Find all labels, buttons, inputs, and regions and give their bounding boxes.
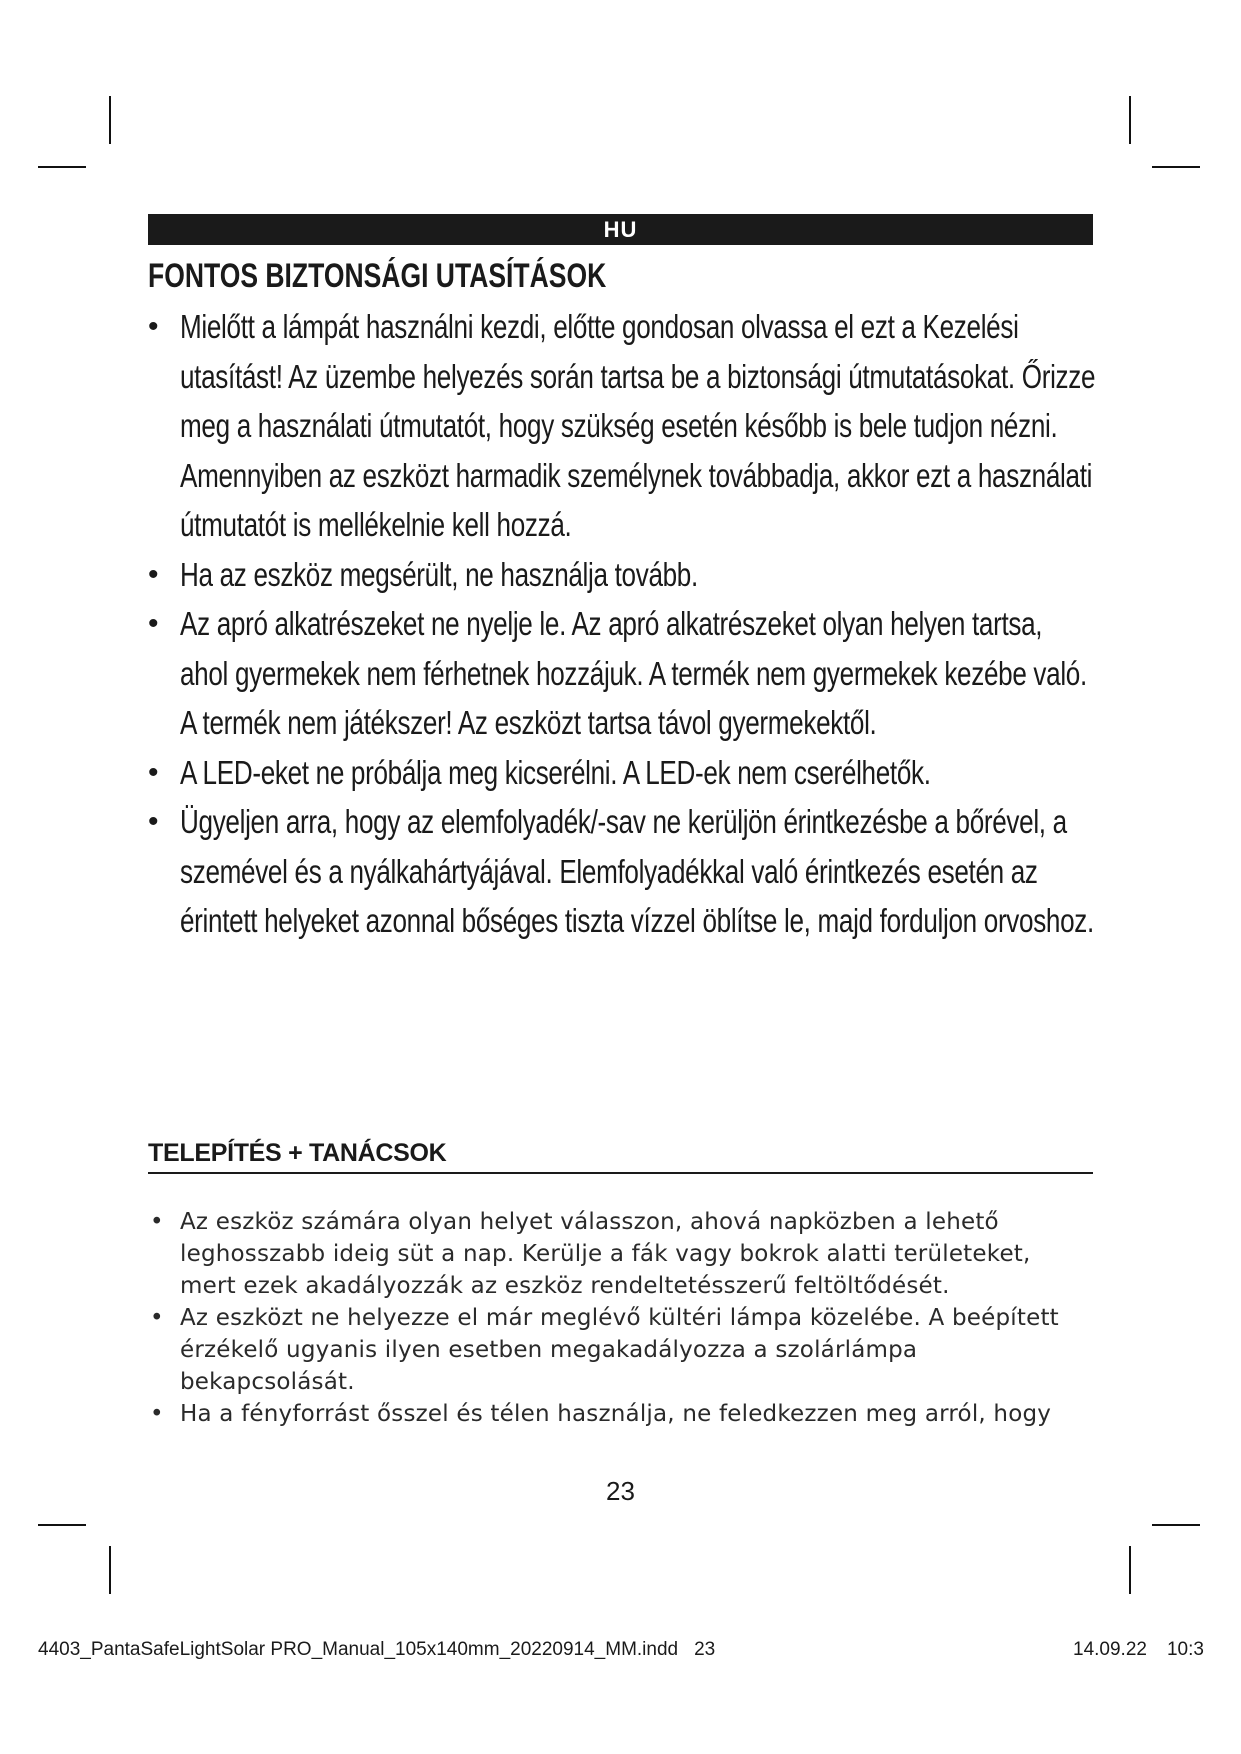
- footer-file-name: 4403_PantaSafeLightSolar PRO_Manual_105x140mm_20220914_MM.indd: [38, 1639, 679, 1660]
- safety-item-read-manual: [148, 302, 1103, 550]
- footer-time: 10:3: [1166, 1639, 1204, 1660]
- bullet: •: [148, 310, 159, 343]
- bullet: •: [148, 607, 159, 640]
- crop-mark-bottom-right-horizontal: [1152, 1524, 1200, 1526]
- crop-mark-top-right-vertical: [1129, 96, 1131, 144]
- safety-item-led-replacement: [148, 748, 1103, 798]
- safety-item-text: Mielőtt a lámpát használni kezdi, előtte gondosan olvassa el ezt a Kezelési utasítást! Az üzembe helyezés során tartsa be a biztonsági útmutatásokat. Őrizze meg a használati útmutatót, hogy szükség esetén később is bele tudjon nézni. Amennyiben az eszközt harmadik személynek továbbadja, akkor ezt a használati útmutatót is mellékelnie kell hozzá.: [180, 308, 1096, 543]
- install-item-text: Az eszközt ne helyezze el már meglévő kültéri lámpa közelébe. A beépített érzékelő ugyanis ilyen esetben megakadályozza a szolárlámpa bekapcsolását.: [180, 1305, 1059, 1395]
- section-divider: [148, 1172, 1093, 1174]
- safety-item-text: A LED-eket ne próbálja meg kicserélni. A LED-ek nem cserélhetők.: [180, 753, 931, 791]
- bullet: •: [150, 1305, 164, 1331]
- language-code: HU: [603, 217, 638, 242]
- footer-date: 14.09.22: [1073, 1639, 1147, 1660]
- safety-item-text: Ha az eszköz megsérült, ne használja tovább.: [180, 555, 698, 593]
- crop-mark-top-left-vertical: [109, 96, 111, 144]
- crop-mark-bottom-right-vertical: [1129, 1546, 1131, 1594]
- safety-instructions-list: [148, 302, 1103, 946]
- language-header-bar: [148, 214, 1093, 245]
- print-slug-timestamp: [1073, 1638, 1213, 1662]
- safety-item-text: Ügyeljen arra, hogy az elemfolyadék/-sav ne kerüljön érintkezésbe a bőrével, a szemével és a nyálkahártyájával. Elemfolyadékkal való érintkezés esetén az érintett helyeket azonnal bőséges tiszta vízzel öblítse le, majd forduljon orvoshoz.: [180, 803, 1094, 939]
- bullet: •: [150, 1209, 164, 1235]
- bullet: •: [148, 557, 159, 591]
- crop-mark-top-right-horizontal: [1152, 166, 1200, 168]
- installation-tips-list: [150, 1206, 1090, 1430]
- install-item-text: Ha a fényforrást ősszel és télen használja, ne feledkezzen meg arról, hogy: [180, 1401, 1052, 1427]
- print-slug-file-info: [38, 1638, 715, 1662]
- footer-file-page: 23: [694, 1639, 716, 1660]
- installation-section-title: TELEPÍTÉS + TANÁCSOK: [148, 1139, 447, 1167]
- bullet: •: [148, 805, 159, 838]
- crop-mark-top-left-horizontal: [38, 166, 86, 168]
- safety-section-title: FONTOS BIZTONSÁGI UTASÍTÁSOK: [148, 257, 607, 295]
- safety-item-battery-fluid: [148, 797, 1103, 946]
- bullet: •: [150, 1401, 164, 1427]
- crop-mark-bottom-left-horizontal: [38, 1524, 86, 1526]
- install-item-autumn-winter: [150, 1398, 1090, 1430]
- crop-mark-bottom-left-vertical: [109, 1546, 111, 1594]
- safety-item-damaged-device: [148, 550, 1103, 600]
- safety-item-text: Az apró alkatrészeket ne nyelje le. Az apró alkatrészeket olyan helyen tartsa, ahol gyermekek nem férhetnek hozzájuk. A termék nem gyermekek kezébe való. A termék nem játékszer! Az eszközt tartsa távol gyermekektől.: [180, 605, 1087, 741]
- install-item-text: Az eszköz számára olyan helyet válasszon, ahová napközben a lehető leghosszabb ideig süt a nap. Kerülje a fák vagy bokrok alatti területeket, mert ezek akadályozzák az eszköz rendeltetésszerű feltöltődését.: [180, 1209, 1031, 1299]
- safety-item-small-parts: [148, 599, 1103, 748]
- install-item-location: [150, 1206, 1090, 1302]
- bullet: •: [148, 755, 159, 789]
- install-item-other-lamps: [150, 1302, 1090, 1398]
- page-number: 23: [606, 1476, 635, 1506]
